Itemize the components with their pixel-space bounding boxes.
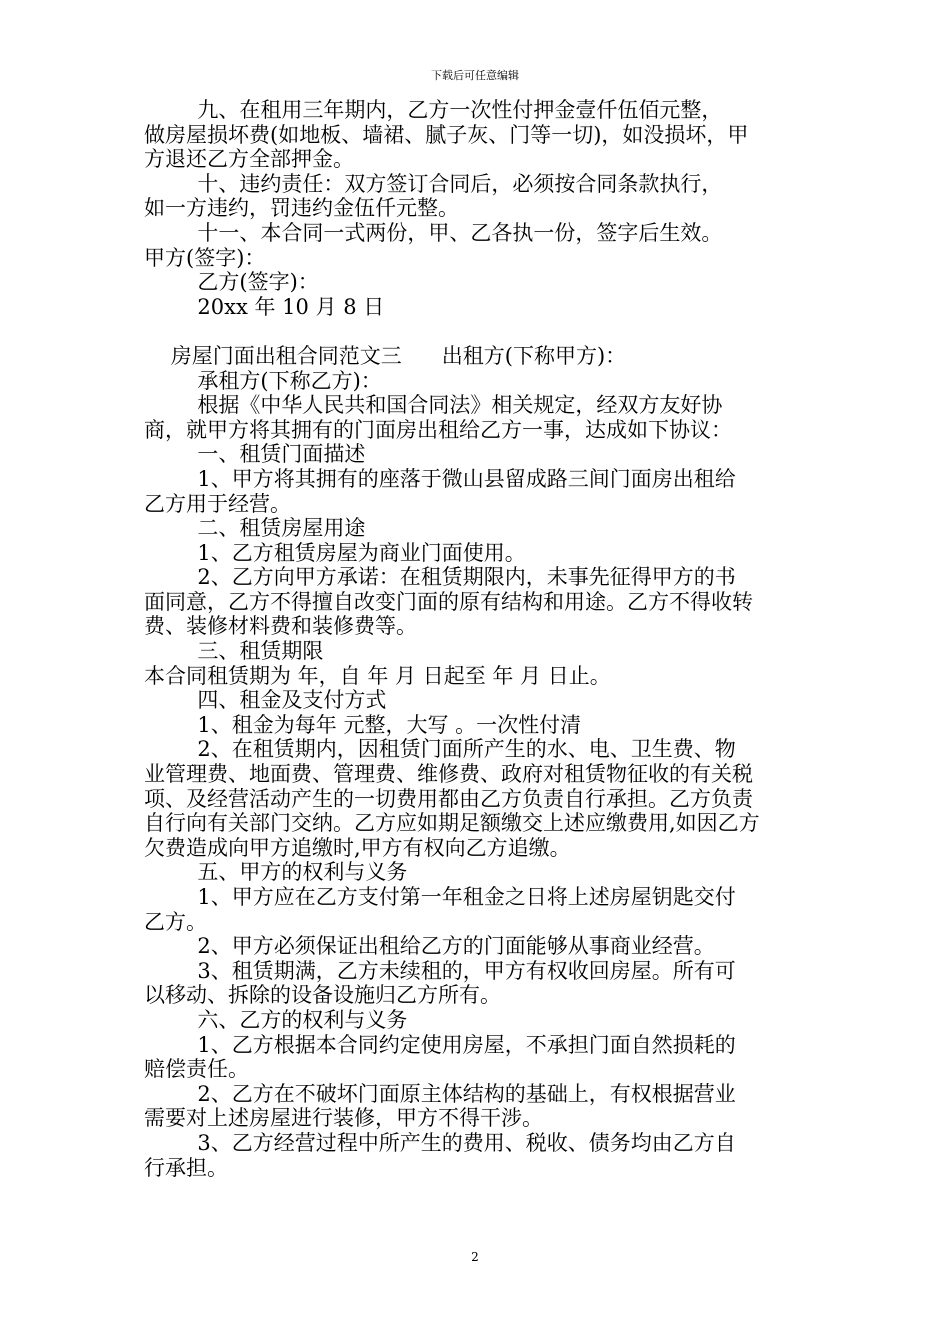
text-line: 一、租赁门面描述 — [144, 442, 366, 467]
text-line: 六、乙方的权利与义务 — [144, 1007, 408, 1032]
text-line: 本合同租赁期为 年，自 年 月 日起至 年 月 日止。 — [144, 663, 611, 688]
text-line: 费、装修材料费和装修费等。 — [144, 614, 417, 639]
text-line: 2、甲方必须保证出租给乙方的门面能够从事商业经营。 — [144, 934, 715, 959]
text-line: 项、及经营活动产生的一切费用都由乙方负责自行承担。乙方负责 — [144, 786, 753, 811]
text-line: 方退还乙方全部押金。 — [144, 147, 354, 172]
text-line: 欠费造成向甲方追缴时,甲方有权向乙方追缴。 — [144, 835, 571, 860]
text-line: 2、乙方在不破坏门面原主体结构的基础上，有权根据营业 — [144, 1081, 736, 1106]
text-line: 自行向有关部门交纳。乙方应如期足额缴交上述应缴费用,如因乙方 — [144, 811, 760, 836]
text-line: 做房屋损坏费(如地板、墙裙、腻子灰、门等一切)，如没损坏，甲 — [144, 122, 749, 147]
text-line: 1、租金为每年 元整，大写 。一次性付清 — [144, 712, 582, 737]
text-line: 面同意，乙方不得擅自改变门面的原有结构和用途。乙方不得收转 — [144, 589, 753, 614]
text-line: 赔偿责任。 — [144, 1057, 249, 1082]
text-line: 房屋门面出租合同范文三 出租方(下称甲方)： — [144, 343, 627, 368]
text-line: 2、在租赁期内，因租赁门面所产生的水、电、卫生费、物 — [144, 737, 736, 762]
text-line: 商，就甲方将其拥有的门面房出租给乙方一事，达成如下协议： — [144, 417, 732, 442]
text-line: 十、违约责任：双方签订合同后，必须按合同条款执行， — [144, 171, 723, 196]
text-line: 九、在租用三年期内，乙方一次性付押金壹仟伍佰元整， — [144, 98, 723, 122]
text-line: 20xx 年 10 月 8 日 — [144, 294, 385, 319]
text-line: 以移动、拆除的设备设施归乙方所有。 — [144, 983, 501, 1008]
text-line: 1、乙方根据本合同约定使用房屋，不承担门面自然损耗的 — [144, 1032, 736, 1057]
text-line: 乙方用于经营。 — [144, 491, 291, 516]
page-number: 2 — [471, 1250, 479, 1264]
text-line: 3、乙方经营过程中所产生的费用、税收、债务均由乙方自 — [144, 1130, 736, 1155]
text-line: 2、乙方向甲方承诺：在租赁期限内，未事先征得甲方的书 — [144, 565, 736, 590]
text-line: 甲方(签字)： — [144, 245, 266, 270]
text-line: 承租方(下称乙方)： — [144, 368, 382, 393]
text-line: 需要对上述房屋进行装修，甲方不得干涉。 — [144, 1106, 543, 1131]
text-line: 行承担。 — [144, 1155, 228, 1180]
text-line: 乙方(签字)： — [144, 270, 319, 295]
text-line: 根据《中华人民共和国合同法》相关规定，经双方友好协 — [144, 393, 723, 418]
text-line: 1、甲方将其拥有的座落于微山县留成路三间门面房出租给 — [144, 466, 736, 491]
text-line: 二、租赁房屋用途 — [144, 516, 366, 541]
text-line: 1、乙方租赁房屋为商业门面使用。 — [144, 540, 526, 565]
document-body — [144, 98, 816, 1180]
text-line: 3、租赁期满，乙方未续租的，甲方有权收回房屋。所有可 — [144, 958, 736, 983]
text-line — [144, 319, 816, 344]
text-line: 四、租金及支付方式 — [144, 688, 387, 713]
text-line: 五、甲方的权利与义务 — [144, 860, 408, 885]
page-header: 下载后可任意编辑 — [431, 69, 519, 82]
text-line: 三、租赁期限 — [144, 639, 324, 664]
text-line: 乙方。 — [144, 909, 207, 934]
text-line: 业管理费、地面费、管理费、维修费、政府对租赁物征收的有关税 — [144, 762, 753, 787]
text-line: 1、甲方应在乙方支付第一年租金之日将上述房屋钥匙交付 — [144, 885, 736, 909]
text-line: 如一方违约，罚违约金伍仟元整。 — [144, 196, 459, 221]
text-line: 十一、本合同一式两份，甲、乙各执一份，签字后生效。 — [144, 220, 723, 245]
